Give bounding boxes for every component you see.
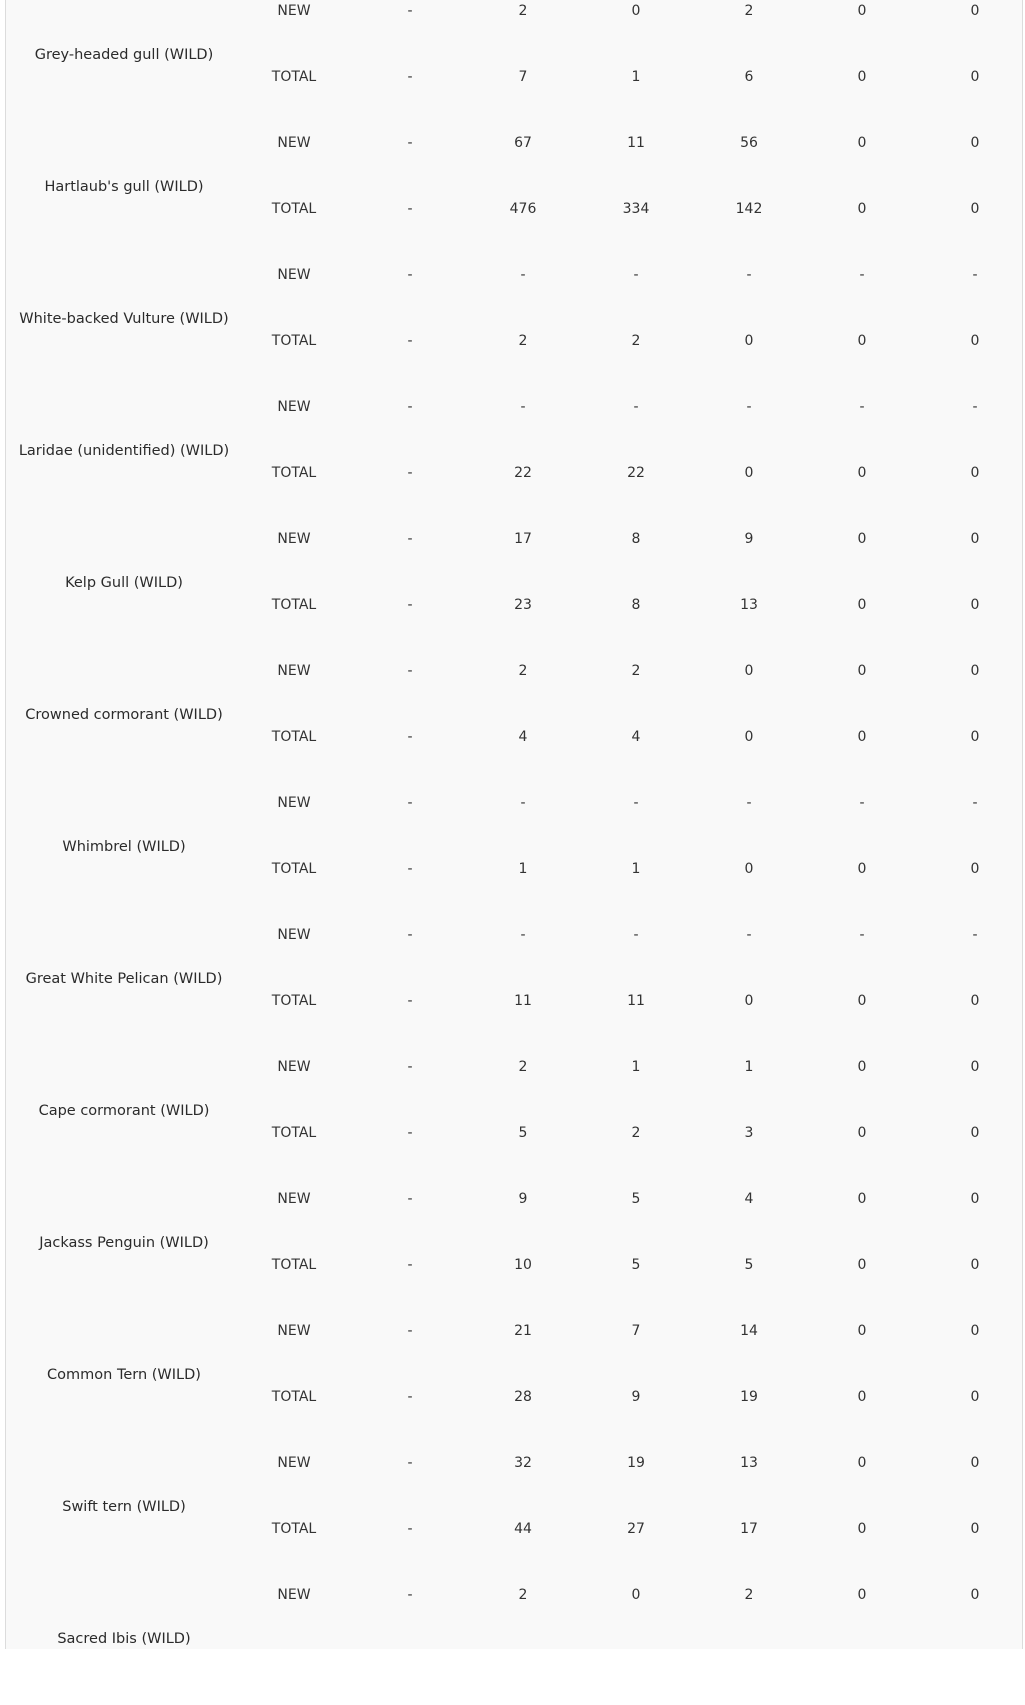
new-col-5-cell: 0: [857, 663, 867, 679]
total-col-5-cell: 0: [857, 993, 867, 1009]
total-col-5-cell: 0: [857, 861, 867, 877]
total-col-2-cell: 7: [518, 69, 528, 85]
new-col-4-cell: 14: [740, 1323, 758, 1339]
new-col-6-cell: 0: [970, 1587, 980, 1603]
total-row: [242, 858, 1022, 880]
total-col-1-cell: -: [407, 1125, 413, 1141]
species-name: Laridae (unidentified) (WILD): [18, 443, 230, 459]
total-col-5-cell: 0: [857, 465, 867, 481]
total-col-6-cell: 0: [970, 993, 980, 1009]
total-col-6-cell: 0: [970, 201, 980, 217]
total-col-2-cell: 10: [514, 1257, 532, 1273]
new-row: [242, 1056, 1022, 1078]
total-col-3-cell: 1: [631, 69, 641, 85]
new-col-3-cell: -: [633, 795, 639, 811]
total-col-6-cell: 0: [970, 1389, 980, 1405]
total-col-3-cell: 2: [631, 333, 641, 349]
total-col-6-cell: 0: [970, 333, 980, 349]
total-col-6-cell: 0: [970, 69, 980, 85]
total-col-3-cell: 11: [627, 993, 645, 1009]
total-row: [242, 462, 1022, 484]
total-col-2-cell: 1: [518, 861, 528, 877]
new-col-3-cell: 11: [627, 135, 645, 151]
new-col-4-cell: -: [746, 399, 752, 415]
total-row-type-cell: TOTAL: [271, 1389, 317, 1405]
new-col-1-cell: -: [407, 795, 413, 811]
new-col-5-cell: 0: [857, 3, 867, 19]
total-row: [242, 66, 1022, 88]
new-row: [242, 528, 1022, 550]
species-name: Grey-headed gull (WILD): [34, 47, 214, 63]
species-group: [6, 1573, 1022, 1705]
new-col-6-cell: 0: [970, 1191, 980, 1207]
new-col-4-cell: 13: [740, 1455, 758, 1471]
new-row: [242, 396, 1022, 418]
new-col-3-cell: -: [633, 399, 639, 415]
total-col-6-cell: 0: [970, 1125, 980, 1141]
total-col-1-cell: -: [407, 333, 413, 349]
new-col-6-cell: 0: [970, 3, 980, 19]
total-col-1-cell: -: [407, 861, 413, 877]
new-col-1-cell: -: [407, 3, 413, 19]
total-col-5-cell: 0: [857, 1257, 867, 1273]
new-row: [242, 924, 1022, 946]
species-table: [5, 0, 1023, 1649]
species-group: [6, 649, 1022, 781]
new-col-3-cell: -: [633, 927, 639, 943]
total-col-1-cell: -: [407, 1521, 413, 1537]
total-row-type-cell: TOTAL: [271, 1125, 317, 1141]
total-col-6-cell: 0: [970, 729, 980, 745]
new-col-6-cell: 0: [970, 1059, 980, 1075]
new-col-2-cell: 2: [518, 1587, 528, 1603]
total-col-4-cell: 6: [744, 69, 754, 85]
species-group: [6, 913, 1022, 1045]
new-row-type-cell: NEW: [277, 399, 311, 415]
total-row: [242, 1254, 1022, 1276]
total-col-3-cell: 334: [622, 201, 650, 217]
total-col-3-cell: 2: [631, 1125, 641, 1141]
total-col-2-cell: 23: [514, 597, 532, 613]
new-col-3-cell: 0: [631, 1587, 641, 1603]
total-row-type-cell: TOTAL: [271, 69, 317, 85]
new-col-5-cell: 0: [857, 1587, 867, 1603]
new-col-2-cell: -: [520, 399, 526, 415]
species-group: [6, 0, 1022, 121]
total-col-4-cell: 0: [744, 993, 754, 1009]
species-name: Crowned cormorant (WILD): [25, 707, 223, 723]
species-group: [6, 253, 1022, 385]
total-col-2-cell: 44: [514, 1521, 532, 1537]
new-col-6-cell: 0: [970, 1455, 980, 1471]
new-col-1-cell: -: [407, 399, 413, 415]
new-row: [242, 1452, 1022, 1474]
new-col-6-cell: 0: [970, 663, 980, 679]
new-col-3-cell: 19: [627, 1455, 645, 1471]
species-name: Cape cormorant (WILD): [38, 1103, 210, 1119]
total-col-2-cell: 476: [509, 201, 537, 217]
new-col-1-cell: -: [407, 927, 413, 943]
total-col-5-cell: 0: [857, 333, 867, 349]
total-col-4-cell: 0: [744, 465, 754, 481]
new-col-1-cell: -: [407, 1455, 413, 1471]
new-col-4-cell: 56: [740, 135, 758, 151]
species-name: Whimbrel (WILD): [62, 839, 186, 855]
new-col-5-cell: 0: [857, 1059, 867, 1075]
new-col-6-cell: -: [972, 267, 978, 283]
total-col-4-cell: 5: [744, 1257, 754, 1273]
total-col-4-cell: 0: [744, 729, 754, 745]
new-row-type-cell: NEW: [277, 3, 311, 19]
new-col-2-cell: 21: [514, 1323, 532, 1339]
new-row-type-cell: NEW: [277, 1059, 311, 1075]
total-col-2-cell: 5: [518, 1125, 528, 1141]
new-col-5-cell: -: [859, 399, 865, 415]
new-row: [242, 792, 1022, 814]
new-col-2-cell: -: [520, 267, 526, 283]
new-col-6-cell: -: [972, 795, 978, 811]
new-col-3-cell: 1: [631, 1059, 641, 1075]
total-col-1-cell: -: [407, 69, 413, 85]
new-col-1-cell: -: [407, 135, 413, 151]
total-col-6-cell: 0: [970, 1257, 980, 1273]
new-col-1-cell: -: [407, 531, 413, 547]
total-row-type-cell: TOTAL: [271, 465, 317, 481]
new-col-6-cell: -: [972, 399, 978, 415]
total-row-type-cell: TOTAL: [271, 993, 317, 1009]
new-col-5-cell: -: [859, 927, 865, 943]
new-row: [242, 264, 1022, 286]
new-col-4-cell: -: [746, 927, 752, 943]
total-row: [242, 594, 1022, 616]
new-col-6-cell: 0: [970, 1323, 980, 1339]
new-col-4-cell: 1: [744, 1059, 754, 1075]
total-col-4-cell: 0: [744, 861, 754, 877]
new-row-type-cell: NEW: [277, 927, 311, 943]
new-col-3-cell: 5: [631, 1191, 641, 1207]
new-col-4-cell: 2: [744, 1587, 754, 1603]
total-row-type-cell: TOTAL: [271, 201, 317, 217]
new-row-type-cell: NEW: [277, 1191, 311, 1207]
total-col-3-cell: 27: [627, 1521, 645, 1537]
total-col-3-cell: 5: [631, 1257, 641, 1273]
total-col-5-cell: 0: [857, 1125, 867, 1141]
species-group: [6, 1045, 1022, 1177]
new-col-6-cell: 0: [970, 135, 980, 151]
total-col-1-cell: -: [407, 465, 413, 481]
total-row-type-cell: TOTAL: [271, 1521, 317, 1537]
species-group: [6, 1309, 1022, 1441]
new-col-2-cell: -: [520, 795, 526, 811]
new-col-2-cell: -: [520, 927, 526, 943]
new-col-2-cell: 9: [518, 1191, 528, 1207]
species-group: [6, 1177, 1022, 1309]
species-name: Jackass Penguin (WILD): [39, 1235, 209, 1251]
new-row-type-cell: NEW: [277, 531, 311, 547]
total-col-2-cell: 11: [514, 993, 532, 1009]
new-col-5-cell: 0: [857, 135, 867, 151]
total-col-1-cell: -: [407, 729, 413, 745]
total-col-3-cell: 22: [627, 465, 645, 481]
total-col-1-cell: -: [407, 1257, 413, 1273]
total-col-6-cell: 0: [970, 597, 980, 613]
total-col-3-cell: 4: [631, 729, 641, 745]
total-col-2-cell: 2: [518, 333, 528, 349]
species-name: Sacred Ibis (WILD): [57, 1631, 191, 1647]
species-group: [6, 517, 1022, 649]
new-col-4-cell: 9: [744, 531, 754, 547]
total-row: [242, 1650, 1022, 1672]
total-col-5-cell: 0: [857, 69, 867, 85]
new-col-1-cell: -: [407, 663, 413, 679]
total-row: [242, 330, 1022, 352]
total-col-5-cell: 0: [857, 597, 867, 613]
new-col-1-cell: -: [407, 1323, 413, 1339]
species-name: Kelp Gull (WILD): [65, 575, 183, 591]
species-group: [6, 121, 1022, 253]
new-col-3-cell: -: [633, 267, 639, 283]
new-col-4-cell: 2: [744, 3, 754, 19]
new-row: [242, 1320, 1022, 1342]
new-col-5-cell: -: [859, 267, 865, 283]
new-col-6-cell: 0: [970, 531, 980, 547]
new-col-1-cell: -: [407, 1059, 413, 1075]
total-row-type-cell: TOTAL: [271, 729, 317, 745]
total-row-type-cell: TOTAL: [271, 597, 317, 613]
new-col-1-cell: -: [407, 1191, 413, 1207]
new-row: [242, 1188, 1022, 1210]
total-col-1-cell: -: [407, 993, 413, 1009]
species-name: Common Tern (WILD): [47, 1367, 201, 1383]
total-row: [242, 1386, 1022, 1408]
total-col-2-cell: 22: [514, 465, 532, 481]
new-col-3-cell: 7: [631, 1323, 641, 1339]
total-col-5-cell: 0: [857, 201, 867, 217]
total-col-4-cell: 17: [740, 1521, 758, 1537]
species-name: Swift tern (WILD): [62, 1499, 186, 1515]
new-col-6-cell: -: [972, 927, 978, 943]
total-col-4-cell: 19: [740, 1389, 758, 1405]
species-name: Great White Pelican (WILD): [25, 971, 223, 987]
total-col-3-cell: 8: [631, 597, 641, 613]
new-col-4-cell: 0: [744, 663, 754, 679]
total-col-6-cell: 0: [970, 465, 980, 481]
new-col-1-cell: -: [407, 267, 413, 283]
new-col-3-cell: 0: [631, 3, 641, 19]
new-col-4-cell: -: [746, 795, 752, 811]
total-col-3-cell: 9: [631, 1389, 641, 1405]
new-row-type-cell: NEW: [277, 1323, 311, 1339]
total-col-4-cell: 3: [744, 1125, 754, 1141]
total-row-type-cell: TOTAL: [271, 1257, 317, 1273]
species-name: White-backed Vulture (WILD): [19, 311, 229, 327]
total-col-5-cell: 0: [857, 1521, 867, 1537]
total-col-2-cell: 4: [518, 729, 528, 745]
new-col-5-cell: -: [859, 795, 865, 811]
new-row: [242, 660, 1022, 682]
new-row-type-cell: NEW: [277, 1587, 311, 1603]
total-col-2-cell: 28: [514, 1389, 532, 1405]
total-col-1-cell: -: [407, 597, 413, 613]
total-col-5-cell: 0: [857, 1389, 867, 1405]
new-col-2-cell: 2: [518, 663, 528, 679]
new-col-5-cell: 0: [857, 1191, 867, 1207]
new-row-type-cell: NEW: [277, 1455, 311, 1471]
species-group: [6, 1441, 1022, 1573]
new-col-2-cell: 2: [518, 3, 528, 19]
total-col-4-cell: 0: [744, 333, 754, 349]
new-col-2-cell: 17: [514, 531, 532, 547]
total-col-4-cell: 13: [740, 597, 758, 613]
total-col-4-cell: 142: [735, 201, 763, 217]
total-col-1-cell: -: [407, 201, 413, 217]
new-row-type-cell: NEW: [277, 135, 311, 151]
new-col-1-cell: -: [407, 1587, 413, 1603]
total-col-5-cell: 0: [857, 729, 867, 745]
total-col-3-cell: 1: [631, 861, 641, 877]
new-col-2-cell: 32: [514, 1455, 532, 1471]
new-row-type-cell: NEW: [277, 663, 311, 679]
new-col-2-cell: 67: [514, 135, 532, 151]
new-col-3-cell: 2: [631, 663, 641, 679]
total-col-6-cell: 0: [970, 1521, 980, 1537]
new-col-5-cell: 0: [857, 531, 867, 547]
new-row-type-cell: NEW: [277, 795, 311, 811]
new-col-5-cell: 0: [857, 1323, 867, 1339]
new-row: [242, 132, 1022, 154]
new-row: [242, 0, 1022, 22]
total-row: [242, 1518, 1022, 1540]
new-row: [242, 1584, 1022, 1606]
species-name: Hartlaub's gull (WILD): [44, 179, 204, 195]
total-col-6-cell: 0: [970, 861, 980, 877]
new-col-4-cell: 4: [744, 1191, 754, 1207]
total-col-1-cell: -: [407, 1389, 413, 1405]
new-row-type-cell: NEW: [277, 267, 311, 283]
total-row: [242, 990, 1022, 1012]
species-group: [6, 385, 1022, 517]
total-row: [242, 198, 1022, 220]
total-row: [242, 726, 1022, 748]
total-row: [242, 1122, 1022, 1144]
total-row-type-cell: TOTAL: [271, 861, 317, 877]
new-col-5-cell: 0: [857, 1455, 867, 1471]
total-row-type-cell: TOTAL: [271, 333, 317, 349]
species-group: [6, 781, 1022, 913]
new-col-4-cell: -: [746, 267, 752, 283]
new-col-2-cell: 2: [518, 1059, 528, 1075]
new-col-3-cell: 8: [631, 531, 641, 547]
